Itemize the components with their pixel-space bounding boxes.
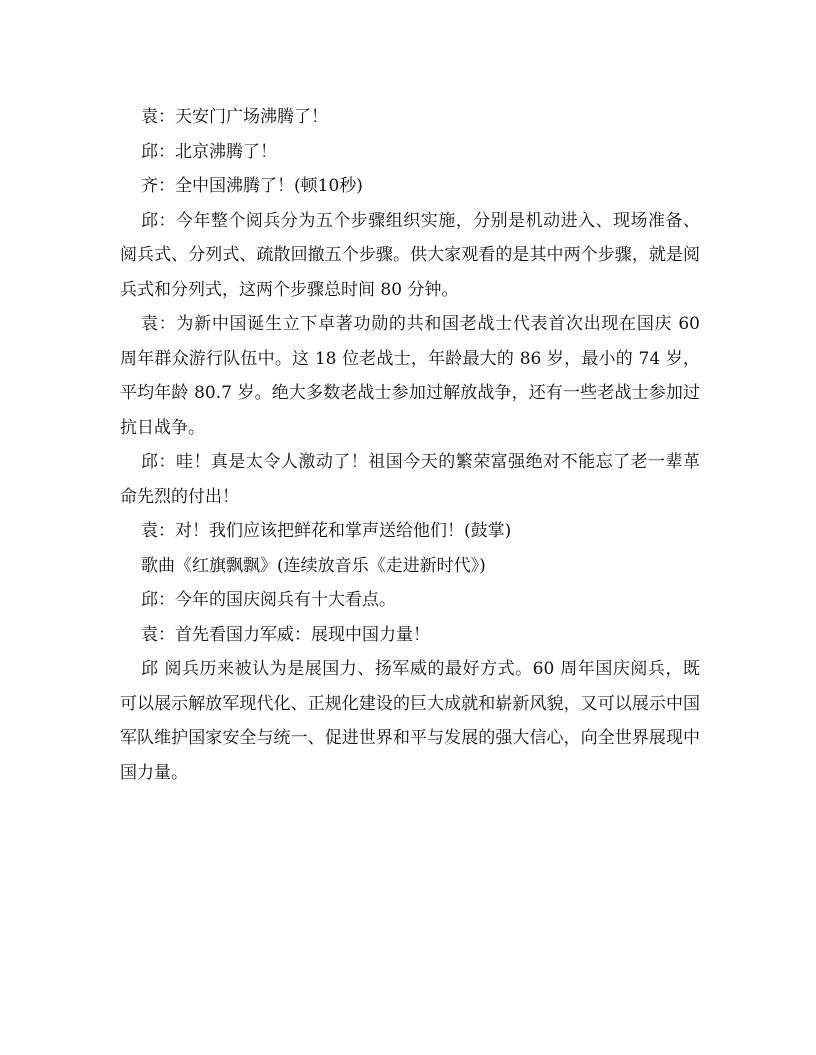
paragraph-song: 歌曲《红旗飘飘》(连续放音乐《走进新时代》) bbox=[141, 555, 486, 576]
paragraph-line-1: 袁：天安门广场沸腾了！ bbox=[141, 107, 328, 127]
paragraph-line-3: 齐：全中国沸腾了！(顿10秒) bbox=[141, 176, 363, 196]
paragraph-excited: 邱：哇！真是太令人激动了！祖国今天的繁荣富强绝对不能忘了老一辈革命先烈的付出！ bbox=[120, 452, 700, 507]
paragraph-applause: 袁：对！我们应该把鲜花和掌声送给他们！(鼓掌) bbox=[141, 521, 512, 541]
paragraph-parade-meaning: 邱 阅兵历来被认为是展国力、扬军威的最好方式。60 周年国庆阅兵，既可以展示解放军现代化、正规化建设的巨大成就和崭新风貌，又可以展示中国军队维护国家安全与统一、促进世界和平与发展的强大信心，向全世界展现中国力量。 bbox=[120, 659, 700, 783]
paragraph-veterans: 袁：为新中国诞生立下卓著功勋的共和国老战士代表首次出现在国庆 60 周年群众游行队伍中。这 18 位老战士，年龄最大的 86 岁，最小的 74 岁，平均年龄 80.7 岁。绝大多数老战士参加过解放战争，还有一些老战士参加过抗日战争。 bbox=[120, 314, 700, 438]
paragraph-line-2: 邱：北京沸腾了！ bbox=[141, 141, 277, 162]
paragraph-national-strength: 袁：首先看国力军威：展现中国力量！ bbox=[141, 624, 430, 645]
paragraph-parade-steps: 邱：今年整个阅兵分为五个步骤组织实施，分别是机动进入、现场准备、阅兵式、分列式、疏散回撤五个步骤。供大家观看的是其中两个步骤，就是阅兵式和分列式，这两个步骤总时间 80 分钟。 bbox=[120, 210, 700, 300]
document-body bbox=[120, 100, 700, 790]
paragraph-highlights: 邱：今年的国庆阅兵有十大看点。 bbox=[141, 590, 396, 610]
